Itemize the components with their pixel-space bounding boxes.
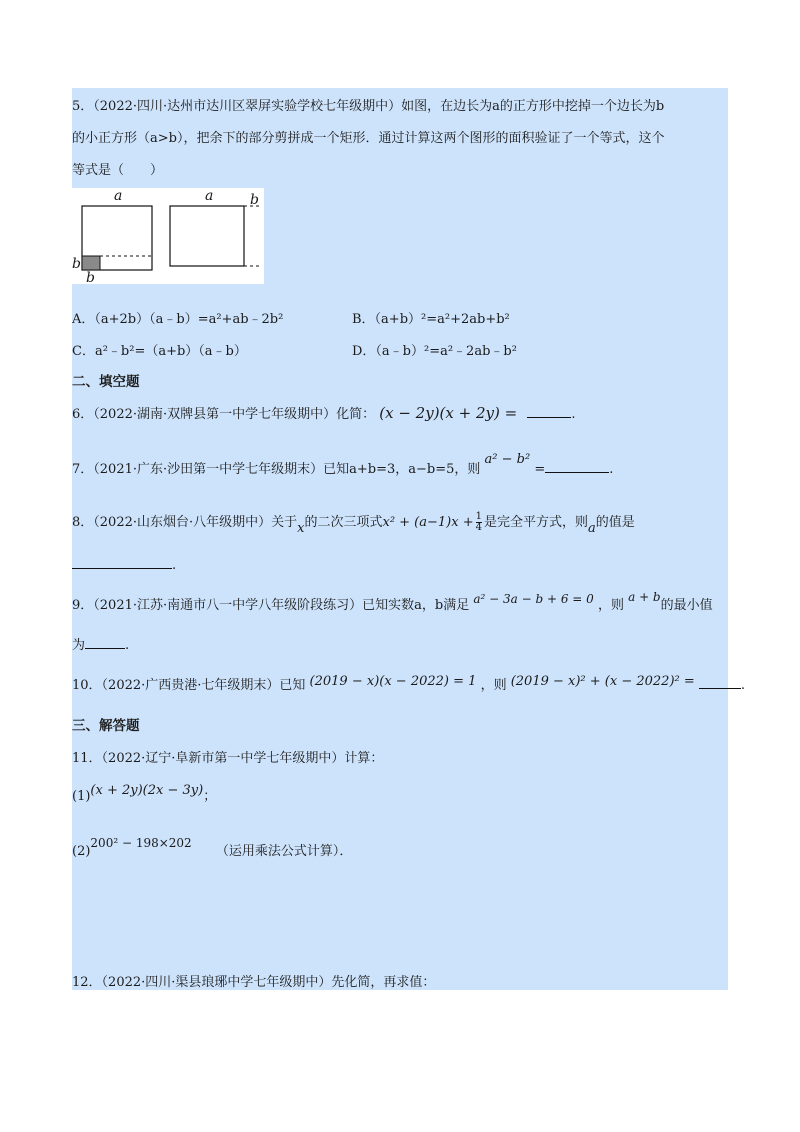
q6-answer-blank [527,405,571,418]
q8-expr: x² + (a−1)x + [382,515,474,530]
q8-end: . [172,558,177,573]
fig-label-a-left: a [114,188,123,204]
q10-expr: (2019 − x)(x − 2022) = 1 [309,674,477,689]
q9-tail2: 的最小值 [660,598,713,613]
q8-tail: 是完全平方式，则 [483,515,588,530]
q8-line [72,511,635,536]
q8-answer-blank [72,556,172,569]
q11-p1-end: ； [203,789,217,804]
q5-line2: 的小正方形（a>b），把余下的部分剪拼成一个矩形．通过计算这两个图形的面积验证了一个等式，这个 [72,131,665,146]
q11-p1-num: (1) [72,789,91,804]
q11-line: 11．（2022·辽宁·阜新市第一中学七年级期中）计算： [72,751,384,766]
q7-line [72,452,614,479]
q9-line2 [72,636,129,655]
q8-frac-num: 1 [475,511,482,522]
q10-end: . [740,678,746,693]
q5-figure [72,188,264,284]
q8-text: 8．（2022·山东烟台·八年级期中）关于 [72,515,298,530]
q8-x: x [297,521,305,536]
q8-a: a [588,521,596,536]
fig-label-b-right: b [250,192,259,208]
fig-label-b-left: b [72,256,81,272]
q5-option-d: D．（a﹣b）²=a²﹣2ab﹣b² [352,344,517,359]
q8-tail2: 的值是 [595,515,635,530]
q7-end: . [609,462,614,477]
q8-mid: 的二次三项式 [304,515,383,530]
q5-line3: 等式是（ ） [72,163,164,178]
q10-tail: ，则 [480,678,507,693]
square-figure [72,188,264,284]
q9-answer-blank [85,636,125,649]
q9-expr: a² − 3a − b + 6 = 0 [473,592,594,606]
q12-line: 12．（2022·四川·渠县琅琊中学七年级期中）先化简，再求值： [72,975,436,990]
q11-p1-expr: (x + 2y)(2x − 3y) [90,783,204,798]
section-fill-in-heading: 二、填空题 [72,374,140,390]
q7-text: 7．（2021·广东·沙田第一中学七年级期末）已知a+b=3，a−b=5，则 [72,462,481,477]
q9-text: 9．（2021·江苏·南通市八一中学八年级阶段练习）已知实数a，b满足 [72,598,470,613]
q10-expr2: (2019 − x)² + (x − 2022)² = [510,674,695,689]
q8-frac-den: 4 [475,522,482,533]
q11-p2-expr: 200² − 198×202 [90,836,192,850]
q11-p2-num: (2) [72,844,91,859]
q6-line [72,404,575,424]
q7-expr: a² − b² [484,452,531,467]
q7-eq: = [534,462,546,477]
q9-end: . [125,638,130,653]
q5-option-b: B．（a+b）²=a²+2ab+b² [352,312,510,327]
q11-p2-tail: （运用乘法公式计算）． [215,844,353,859]
fig-label-a-right: a [205,188,214,204]
q8-fraction [476,512,482,533]
section-answer-heading: 三、解答题 [72,718,140,734]
q10-text: 10．（2022·广西贵港·七年级期末）已知 [72,678,306,693]
q8-line2 [72,556,176,575]
q10-answer-blank [699,676,741,689]
q5-line1: 5．（2022·四川·达州市达川区翠屏实验学校七年级期中）如图，在边长为a的正方形中挖掉一个边长为b [72,99,665,114]
q7-answer-blank [545,460,609,473]
q9-expr2: a + b [628,590,661,604]
q5-option-a: A．（a+2b）（a﹣b）=a²+ab﹣2b² [72,312,284,327]
q10-line [72,676,745,695]
q6-text: 6．（2022·湖南·双牌县第一中学七年级期中）化简： [72,407,376,422]
q9-tail: ，则 [597,598,624,613]
q5-option-c: C．a²﹣b²=（a+b）（a﹣b） [72,344,247,359]
q6-expr: (x − 2y)(x + 2y) = [379,404,518,422]
q11-part2 [72,836,353,861]
fig-label-b-bottom: b [86,270,95,286]
q6-end: . [571,407,576,422]
q9-line2-text: 为 [72,638,86,653]
q9-line [72,590,713,615]
q11-part1 [72,783,217,806]
